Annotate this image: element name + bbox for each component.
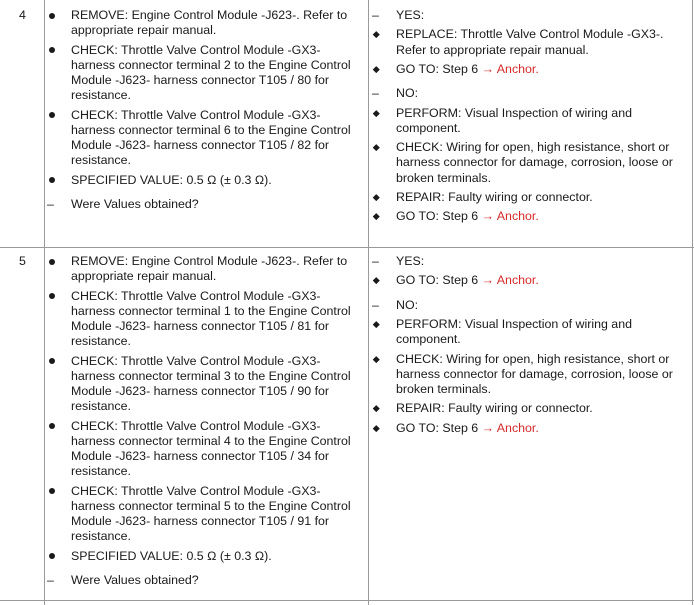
item-text: YES:: [396, 8, 425, 22]
dash-icon: [370, 254, 386, 269]
list-item: [370, 8, 688, 23]
diamond-icon: [370, 401, 386, 416]
list-item: [370, 86, 688, 101]
item-text: Were Values obtained?: [71, 196, 199, 211]
anchor-link[interactable]: → Anchor.: [481, 273, 539, 288]
list-item: [370, 421, 688, 436]
list-item: [370, 401, 688, 416]
list-item: [370, 352, 688, 398]
list-item: [45, 549, 361, 564]
dash-icon: [370, 8, 386, 23]
item-text: CHECK: Wiring for open, high resistance, short or harness connector for damage, corrosion, loose or broken terminals.: [396, 140, 673, 185]
bullet-icon: [45, 549, 61, 564]
diamond-icon: [370, 352, 386, 367]
list-item: [370, 209, 688, 224]
item-text: CHECK: Throttle Valve Control Module -GX3- harness connector terminal 5 to the Engine Control Module -J623- harness connector T105 / 91 for resistance.: [71, 483, 351, 544]
dash-icon: [45, 197, 61, 212]
step-5-results: [370, 254, 688, 440]
list-item: [370, 254, 688, 269]
step-number: 5: [19, 254, 26, 268]
item-text: CHECK: Throttle Valve Control Module -GX3- harness connector terminal 1 to the Engine Control Module -J623- harness connector T105 / 81 for resistance.: [71, 288, 351, 349]
column-divider: [368, 0, 369, 605]
diamond-icon: [370, 27, 386, 42]
item-text: CHECK: Throttle Valve Control Module -GX3- harness connector terminal 2 to the Engine Control Module -J623- harness connector T105 / 80 for resistance.: [71, 42, 351, 103]
diamond-icon: [370, 140, 386, 155]
list-item: [370, 62, 688, 77]
bullet-icon: [45, 254, 61, 269]
list-item: [370, 317, 688, 347]
list-item: [370, 298, 688, 313]
diamond-icon: [370, 190, 386, 205]
dash-icon: [45, 573, 61, 588]
row-divider: [0, 247, 694, 248]
list-item: [370, 106, 688, 136]
item-text: PERFORM: Visual Inspection of wiring and component.: [396, 105, 632, 135]
anchor-link[interactable]: → Anchor.: [481, 420, 539, 435]
item-text: GO TO: Step 6: [396, 61, 482, 76]
item-text: SPECIFIED VALUE: 0.5 Ω (± 0.3 Ω).: [71, 172, 272, 187]
item-text: REMOVE: Engine Control Module -J623-. Refer to appropriate repair manual.: [71, 254, 348, 284]
item-text: REPAIR: Faulty wiring or connector.: [396, 401, 593, 416]
item-text: YES:: [396, 254, 425, 268]
item-text: Were Values obtained?: [71, 572, 199, 587]
diamond-icon: [370, 317, 386, 332]
dash-icon: [370, 298, 386, 313]
list-item: [370, 140, 688, 186]
item-text: REPAIR: Faulty wiring or connector.: [396, 189, 593, 204]
diamond-icon: [370, 273, 386, 288]
step-4-instructions: [45, 8, 361, 216]
list-item: [45, 173, 361, 188]
item-text: REMOVE: Engine Control Module -J623-. Refer to appropriate repair manual.: [71, 8, 348, 38]
item-text: REPLACE: Throttle Valve Control Module -GX3-. Refer to appropriate repair manual.: [396, 27, 664, 57]
list-item: [45, 354, 361, 415]
item-text: GO TO: Step 6: [396, 209, 482, 224]
list-item: [45, 197, 361, 212]
item-text: NO:: [396, 86, 419, 101]
item-text: CHECK: Throttle Valve Control Module -GX3- harness connector terminal 3 to the Engine Control Module -J623- harness connector T105 / 90 for resistance.: [71, 353, 351, 414]
list-item: [45, 108, 361, 169]
bullet-icon: [45, 8, 61, 23]
diamond-icon: [370, 209, 386, 224]
item-text: PERFORM: Visual Inspection of wiring and component.: [396, 316, 632, 347]
list-item: [370, 190, 688, 205]
list-item: [45, 43, 361, 104]
list-item: [45, 289, 361, 350]
list-item: [45, 484, 361, 545]
anchor-link[interactable]: → Anchor.: [481, 61, 539, 76]
dash-icon: [370, 86, 386, 101]
step-number: 4: [19, 8, 26, 22]
bullet-icon: [45, 484, 61, 499]
list-item: [45, 8, 361, 38]
list-item: [45, 254, 361, 284]
list-item: [45, 419, 361, 480]
row-divider: [0, 600, 694, 601]
item-text: CHECK: Wiring for open, high resistance, short or harness connector for damage, corrosion, loose or broken terminals.: [396, 351, 673, 396]
bullet-icon: [45, 173, 61, 188]
bullet-icon: [45, 43, 61, 58]
bullet-icon: [45, 108, 61, 123]
item-text: GO TO: Step 6: [396, 420, 482, 435]
step-4-results: [370, 8, 688, 229]
list-item: [370, 27, 688, 57]
bullet-icon: [45, 419, 61, 434]
list-item: [370, 273, 688, 288]
bullet-icon: [45, 289, 61, 304]
item-text: CHECK: Throttle Valve Control Module -GX3- harness connector terminal 4 to the Engine Control Module -J623- harness connector T105 / 34 for resistance.: [71, 418, 351, 479]
table-right-border: [692, 0, 693, 605]
bullet-icon: [45, 354, 61, 369]
diamond-icon: [370, 106, 386, 121]
item-text: NO:: [396, 297, 419, 312]
item-text: GO TO: Step 6: [396, 273, 482, 288]
diamond-icon: [370, 421, 386, 436]
item-text: CHECK: Throttle Valve Control Module -GX3- harness connector terminal 6 to the Engine Control Module -J623- harness connector T105 / 82 for resistance.: [71, 107, 351, 168]
anchor-link[interactable]: → Anchor.: [481, 209, 539, 224]
step-5-instructions: [45, 254, 361, 592]
list-item: [45, 573, 361, 588]
item-text: SPECIFIED VALUE: 0.5 Ω (± 0.3 Ω).: [71, 548, 272, 563]
diamond-icon: [370, 62, 386, 77]
